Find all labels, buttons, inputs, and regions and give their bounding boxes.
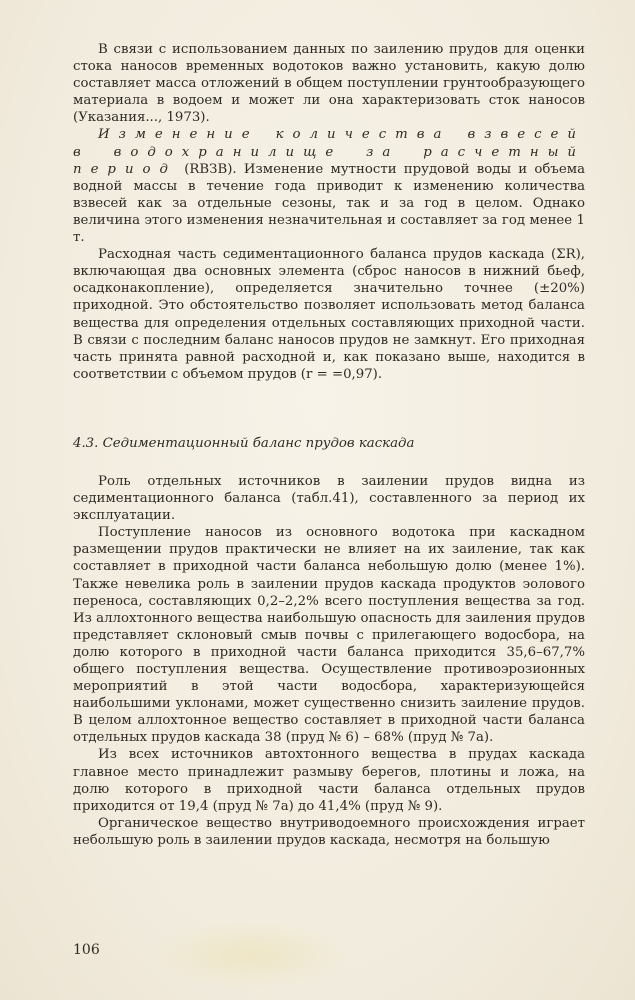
paragraph-6: Из всех источников автохтонного вещества в прудах каскада главное место принадлежит размыву берегов, плотины и ложа, на долю которого в приходной части баланса отдельных прудов приходится от 19,4 (пруд № 7а) до 41,4% (пруд № 9). [73,747,585,814]
page-number: 106 [73,942,100,958]
paper-stain [150,920,350,990]
section-heading: 4.3. Седиментационный баланс прудов каскада [73,435,415,451]
spaced-emphasis: Изменение количества взвесей в водохранилище за расчетный период [73,127,585,177]
formula-symbol: (RВЗВ). [176,161,237,177]
paragraph-2 [73,126,585,246]
paragraph-1: В связи с использованием данных по заилению прудов для оценки стока наносов временных водотоков важно установить, какую долю составляет масса отложений в общем поступлении грунтообразующего материала в водоем и может ли она характеризовать сток наносов (Указания..., 1973). [73,42,585,126]
paragraph-3: Расходная часть седиментационного баланса прудов каскада (ΣR), включающая два основных элемента (сброс наносов в нижний бьеф, осадконакопление), определяется значительно точнее (±20%) приходной. Это обстоятельство позволяет использовать метод баланса вещества для определения отдельных составляющих приходной части. В связи с последним баланс наносов прудов не замкнут. Его приходная часть принята равной расходной и, как показано выше, находится в соответствии с объемом прудов (r = =0,97). [73,247,585,382]
body-text [73,41,585,849]
paragraph-4: Роль отдельных источников в заилении прудов видна из седиментационного баланса (табл.41), составленного за период их эксплуатации. [73,473,585,524]
paragraph-2-rest: Изменение мутности прудовой воды и объема водной массы в течение года приводит к изменению количества взвесей как за отдельные сезоны, так и за год в целом. Однако величина этого изменения незначительная и составляет за год менее 1 т. [73,161,586,246]
paragraph-5: Поступление наносов из основного водотока при каскадном размещении прудов практически не влияет на их заиление, так как составляет в приходной части баланса небольшую долю (менее 1%). Также невелика роль в заилении прудов каскада продуктов эолового переноса, составляющих 0,2–2,2% всего поступления вещества за год. Из аллохтонного вещества наибольшую опасность для заиления прудов представляет склоновый смыв почвы с прилегающего водосбора, на долю которого в приходной части баланса приходится 35,6–67,7% общего поступления вещества. Осуществление противоэрозионных мероприятий в этой части водосбора, характеризующейся наибольшими уклонами, может существенно снизить заиление прудов. В целом аллохтонное вещество составляет в приходной части баланса отдельных прудов каскада 38 (пруд № 6) – 68% (пруд № 7а). [73,525,585,746]
paragraph-7: Органическое вещество внутриводоемного происхождения играет небольшую роль в заилении прудов каскада, несмотря на большую [73,815,585,848]
